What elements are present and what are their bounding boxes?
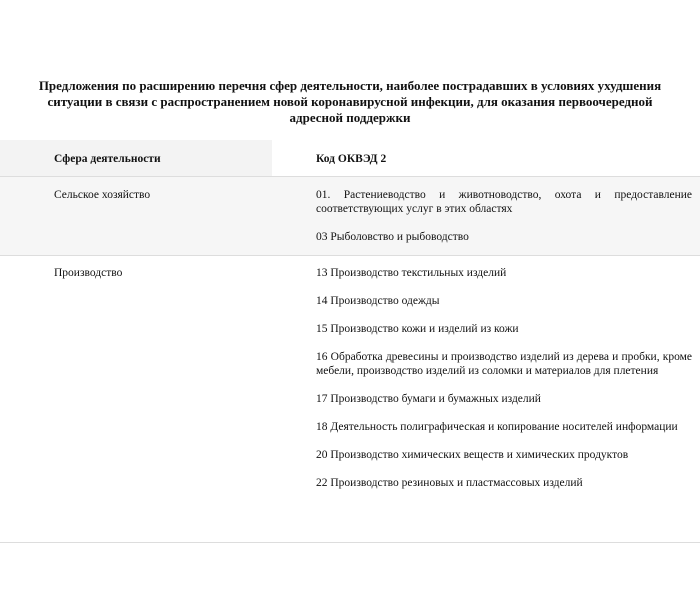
code-item: 14 Производство одежды — [316, 295, 440, 307]
code-item: 17 Производство бумаги и бумажных изделий — [316, 393, 541, 405]
code-item: 03 Рыболовство и рыбоводство — [316, 231, 469, 243]
code-item: 16 Обработка древесины и производство изделий из дерева и пробки, кроме мебели, производство изделий из соломки и материалов для плетения — [316, 351, 692, 377]
code-item: 18 Деятельность полиграфическая и копирование носителей информации — [316, 421, 678, 433]
header-code: Код ОКВЭД 2 — [316, 153, 387, 165]
table-row — [0, 176, 700, 255]
header-sphere: Сфера деятельности — [54, 153, 161, 165]
title-line-2: ситуации в связи с распространением новой коронавирусной инфекции, для оказания первоочередной — [47, 94, 653, 109]
title-line-3: адресной поддержки — [289, 110, 411, 125]
title-line-1: Предложения по расширению перечня сфер деятельности, наиболее пострадавших в условиях ухудшения — [38, 78, 662, 93]
row-sphere: Сельское хозяйство — [54, 189, 151, 201]
table-row — [0, 255, 700, 542]
code-item: 01. Растениеводство и животноводство, охота и предоставление соответствующих услуг в этих областях — [316, 189, 692, 215]
code-item: 20 Производство химических веществ и химических продуктов — [316, 449, 629, 461]
code-item: 13 Производство текстильных изделий — [316, 267, 507, 279]
row-codes — [316, 266, 692, 490]
sectors-table — [0, 140, 700, 542]
code-item: 22 Производство резиновых и пластмассовых изделий — [316, 477, 583, 489]
row-codes — [316, 188, 692, 244]
code-item: 15 Производство кожи и изделий из кожи — [316, 323, 519, 335]
row-sphere: Производство — [54, 267, 123, 279]
document-title — [0, 78, 700, 126]
table-header — [0, 140, 700, 176]
table-bottom-border — [0, 542, 700, 543]
